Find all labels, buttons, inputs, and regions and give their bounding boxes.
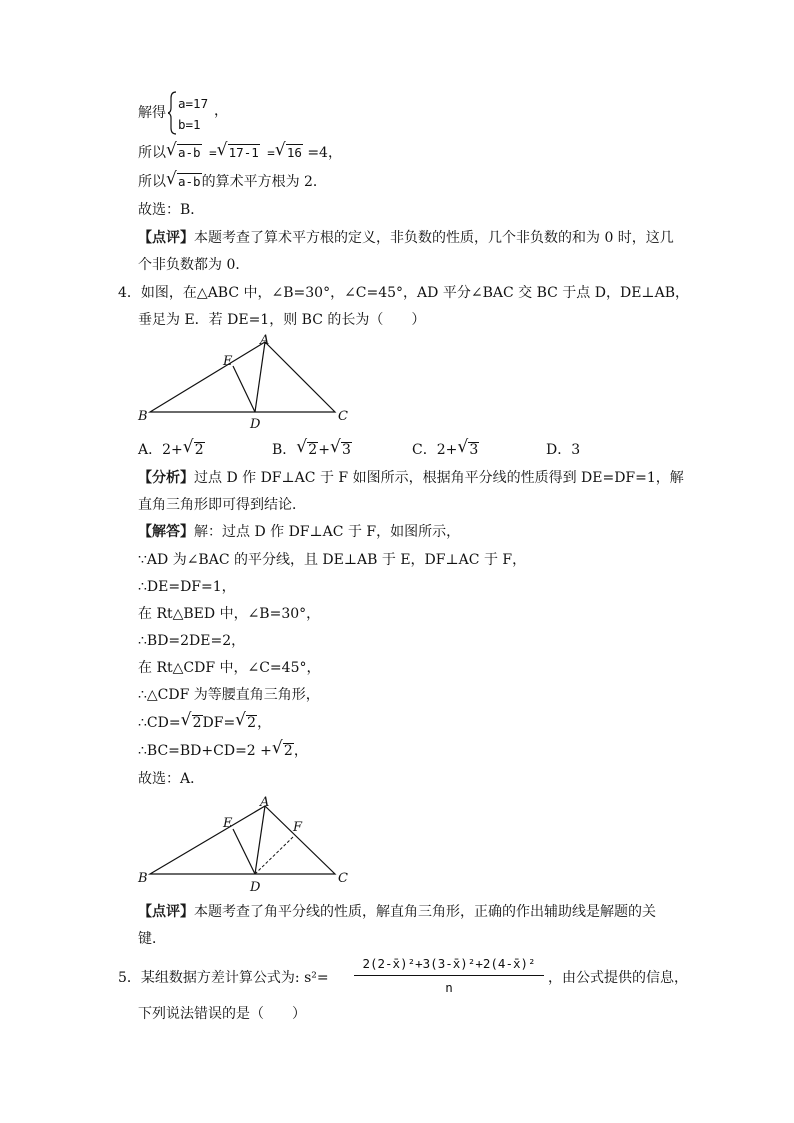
q4-stem-line2: 垂足为 E．若 DE=1，则 BC 的长为（ ）	[138, 312, 426, 328]
q3-line-sqrt-value: 所以√ a-b =√ 17-1 =√ 16 =4，	[138, 143, 342, 163]
label-a: A	[260, 333, 270, 348]
sqrt-17-minus-1: √ 17-1	[218, 143, 260, 163]
triangle-abc	[150, 806, 335, 874]
q4-solution-line4: 在 Rt△BED 中，∠B=30°，	[138, 606, 321, 622]
formula-numerator: 2(2-x̄)²+3(3-x̄)²+2(4-x̄)²	[362, 956, 536, 971]
label-c: C	[338, 409, 348, 424]
q4-comment-line1: 【点评】本题考查了角平分线的性质，解直角三角形，正确的作出辅助线是解题的关	[138, 904, 656, 920]
system-eq-a: a=17	[178, 96, 209, 111]
q4-solution-line8: ∴CD=√ 2DF=√ 2，	[138, 713, 271, 733]
label-a: A	[260, 795, 270, 810]
label-f: F	[293, 820, 303, 835]
label-b: B	[138, 409, 148, 424]
segment-df-dashed	[255, 836, 294, 874]
q5-stem-suffix: ，由公式提供的信息，	[548, 970, 688, 986]
formula-denominator: n	[445, 980, 453, 995]
fraction-bar	[354, 975, 544, 976]
q3-answer: 故选：B．	[138, 202, 205, 218]
q4-analysis-line2: 直角三角形即可得到结论．	[138, 497, 306, 513]
q4-solution-line5: ∴BD=2DE=2，	[138, 633, 246, 649]
triangle-figure-2	[130, 794, 360, 894]
q4-comment-line2: 键．	[138, 931, 166, 947]
q4-solution-line6: 在 Rt△CDF 中，∠C=45°，	[138, 660, 321, 676]
q4-solution-line9: ∴BC=BD+CD=2 +√ 2，	[138, 741, 308, 761]
triangle-figure-1	[130, 332, 360, 432]
q3-solve-prefix: 解得	[138, 105, 166, 121]
q3-comment-line2: 个非负数都为 0．	[138, 257, 250, 273]
sqrt-16: √ 16	[276, 143, 303, 163]
system-eq-b: b=1	[178, 117, 201, 132]
q4-stem-line1: 4．如图，在△ABC 中，∠B=30°，∠C=45°，AD 平分∠BAC 交 BC 于点 D，DE⊥AB，	[118, 285, 689, 301]
segment-de	[233, 366, 255, 412]
option-a[interactable]: A．2+√ 2	[138, 440, 205, 460]
segment-de	[233, 829, 255, 874]
q3-comment-line1: 【点评】本题考查了算术平方根的定义，非负数的性质，几个非负数的和为 0 时，这几	[138, 230, 674, 246]
label-d: D	[250, 417, 261, 432]
label-e: E	[223, 354, 233, 369]
q4-solution-line1: 【解答】解：过点 D 作 DF⊥AC 于 F，如图所示，	[138, 524, 461, 540]
q5-stem-line2: 下列说法错误的是（ ）	[138, 1006, 306, 1022]
q3-line-arith-root: 所以√ a-b的算术平方根为 2．	[138, 172, 327, 192]
variance-formula	[354, 954, 544, 997]
label-c: C	[338, 871, 348, 886]
sqrt-a-minus-b: √ a-b	[167, 143, 202, 163]
label-b: B	[138, 871, 148, 886]
q4-solution-line7: ∴△CDF 为等腰直角三角形，	[138, 687, 320, 703]
segment-ad	[255, 806, 265, 874]
q4-answer: 故选：A．	[138, 771, 205, 787]
q4-analysis-line1: 【分析】过点 D 作 DF⊥AC 于 F 如图所示，根据角平分线的性质得到 DE=DF=1，解	[138, 470, 684, 486]
q4-solution-line2: ∵AD 为∠BAC 的平分线，且 DE⊥AB 于 E，DF⊥AC 于 F，	[138, 552, 527, 568]
label-d: D	[250, 880, 261, 894]
option-b[interactable]: B．√ 2+√ 3	[272, 440, 352, 460]
system-comma: ，	[214, 103, 228, 119]
segment-ad	[255, 342, 265, 412]
option-c[interactable]: C．2+√ 3	[412, 440, 479, 460]
label-e: E	[223, 816, 233, 831]
q5-stem-prefix: 5．某组数据方差计算公式为: s²=	[118, 970, 329, 986]
option-d[interactable]: D．3	[546, 442, 581, 458]
q4-solution-line3: ∴DE=DF=1，	[138, 579, 236, 595]
triangle-abc	[150, 342, 335, 412]
